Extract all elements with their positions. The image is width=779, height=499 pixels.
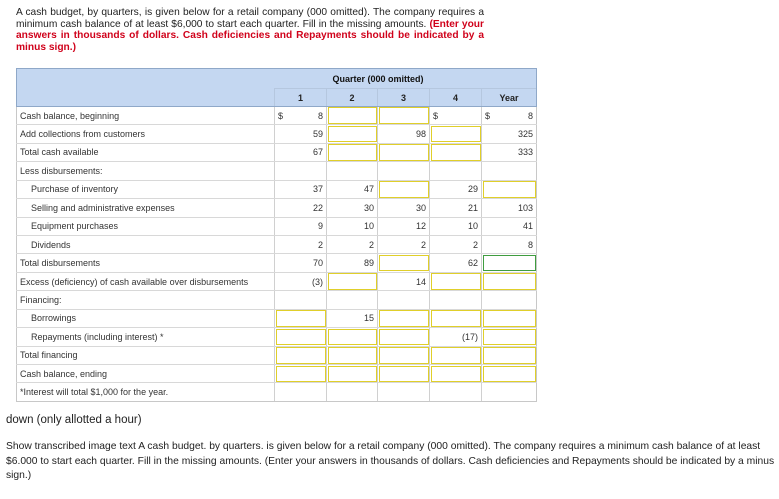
cell-value: 89: [363, 258, 374, 269]
cell-value: 22: [312, 202, 323, 213]
value-cell-q1: [275, 291, 327, 309]
input-cell-q3[interactable]: [378, 254, 430, 272]
row-label: Cash balance, beginning: [17, 106, 275, 124]
column-header-q3: 3: [378, 89, 430, 106]
cell-value: 325: [518, 129, 534, 140]
input-cell-q2[interactable]: [327, 346, 378, 364]
cell-value: 41: [523, 221, 534, 232]
input-cell-q2[interactable]: [327, 328, 378, 346]
value-cell-q1: [275, 217, 327, 235]
cell-value: 2: [473, 239, 479, 250]
value-cell-q2: [327, 199, 378, 217]
input-cell-year[interactable]: [482, 328, 537, 346]
column-header-q4: 4: [430, 89, 482, 106]
cell-value: 9: [317, 221, 323, 232]
input-cell-q2[interactable]: [327, 143, 378, 161]
footnote-empty-cell: [378, 383, 430, 402]
table-row: [17, 272, 537, 290]
input-cell-q1[interactable]: [275, 309, 327, 327]
input-cell-q2[interactable]: [327, 106, 378, 124]
row-label: Financing:: [17, 291, 275, 309]
value-cell-year: [482, 106, 537, 124]
table-row: [17, 328, 537, 346]
year-group-spacer: [482, 69, 537, 89]
row-label: Purchase of inventory: [17, 180, 275, 198]
cell-value: 98: [415, 129, 426, 140]
cell-value: 67: [312, 147, 323, 158]
footnote-empty-cell: [275, 383, 327, 402]
column-header-q2: 2: [327, 89, 378, 106]
value-cell-q1: [275, 106, 327, 124]
input-cell-q3[interactable]: [378, 309, 430, 327]
value-cell-q1: [275, 272, 327, 290]
table-row: [17, 217, 537, 235]
cell-value: 8: [528, 239, 534, 250]
intro-text: A cash budget, by quarters, is given below for a retail company (000 omitted). The company requires a minimum cash balance of at least $6,000 to start each quarter. Fill in the missing amounts.: [16, 7, 484, 30]
value-cell-q2: [327, 309, 378, 327]
value-cell-q3: [378, 125, 430, 143]
cell-value: 14: [415, 276, 426, 287]
table-row: [17, 143, 537, 161]
value-cell-q3: [378, 217, 430, 235]
quarter-group-header: Quarter (000 omitted): [275, 69, 482, 89]
row-label: Total disbursements: [17, 254, 275, 272]
table-row: [17, 180, 537, 198]
value-cell-q1: [275, 143, 327, 161]
row-label: Cash balance, ending: [17, 365, 275, 383]
input-cell-q3[interactable]: [378, 365, 430, 383]
cell-value: 2: [368, 239, 374, 250]
cell-value: 30: [363, 202, 374, 213]
table-row: [17, 254, 537, 272]
header-corner: [17, 69, 275, 89]
input-cell-year[interactable]: [482, 365, 537, 383]
cell-value: 70: [312, 258, 323, 269]
value-cell-q4: [430, 162, 482, 180]
value-cell-year: [482, 162, 537, 180]
input-cell-q4[interactable]: [430, 272, 482, 290]
input-cell-q1[interactable]: [275, 365, 327, 383]
value-cell-q2: [327, 235, 378, 253]
cell-value: 29: [468, 184, 479, 195]
problem-statement: [16, 7, 484, 53]
value-cell-q3: [378, 272, 430, 290]
input-cell-q3[interactable]: [378, 106, 430, 124]
value-cell-q4: [430, 217, 482, 235]
cell-value: 21: [468, 202, 479, 213]
value-cell-q1: [275, 162, 327, 180]
dollar-sign: $: [278, 110, 284, 121]
row-label: Total financing: [17, 346, 275, 364]
input-cell-q1[interactable]: [275, 328, 327, 346]
header-label-cell: [17, 89, 275, 106]
footnote: *Interest will total $1,000 for the year.: [17, 383, 275, 402]
row-label: Repayments (including interest) *: [17, 328, 275, 346]
value-cell-q1: [275, 199, 327, 217]
row-label: Equipment purchases: [17, 217, 275, 235]
value-cell-q3: [378, 235, 430, 253]
value-cell-q2: [327, 291, 378, 309]
cell-value: 10: [363, 221, 374, 232]
input-cell-q3[interactable]: [378, 143, 430, 161]
table-row: [17, 291, 537, 309]
value-cell-year: [482, 217, 537, 235]
footnote-row: [17, 383, 537, 402]
column-header-year: Year: [482, 89, 537, 106]
dollar-sign: $: [485, 110, 491, 121]
value-cell-q3: [378, 162, 430, 180]
table-row: [17, 309, 537, 327]
table-row: [17, 162, 537, 180]
input-cell-q2[interactable]: [327, 125, 378, 143]
input-cell-year[interactable]: [482, 346, 537, 364]
value-cell-q1: [275, 125, 327, 143]
table-row: [17, 125, 537, 143]
value-cell-q4: [430, 254, 482, 272]
cash-budget-table: [16, 68, 537, 402]
value-cell-q3: [378, 199, 430, 217]
input-cell-q4[interactable]: [430, 346, 482, 364]
row-label: Dividends: [17, 235, 275, 253]
input-cell-q3[interactable]: [378, 328, 430, 346]
cell-value: 12: [415, 221, 426, 232]
value-cell-q3: [378, 291, 430, 309]
table-row: [17, 346, 537, 364]
value-cell-year: [482, 291, 537, 309]
value-cell-q2: [327, 254, 378, 272]
table-row: [17, 235, 537, 253]
cell-value: 2: [317, 239, 323, 250]
cell-value: 10: [468, 221, 479, 232]
value-cell-q4: [430, 328, 482, 346]
cell-value: 103: [518, 202, 534, 213]
value-cell-q1: [275, 235, 327, 253]
input-cell-q4[interactable]: [430, 143, 482, 161]
cell-value: 30: [415, 202, 426, 213]
table-row: [17, 365, 537, 383]
input-cell-year[interactable]: [482, 309, 537, 327]
value-cell-q2: [327, 217, 378, 235]
row-label: Borrowings: [17, 309, 275, 327]
value-cell-q4: [430, 291, 482, 309]
cell-value: 2: [420, 239, 426, 250]
cell-value: 62: [468, 258, 479, 269]
footnote-empty-cell: [482, 383, 537, 402]
cell-value: 47: [363, 184, 374, 195]
cell-value: (3): [312, 276, 323, 287]
input-cell-q3[interactable]: [378, 180, 430, 198]
input-cell-q2[interactable]: [327, 272, 378, 290]
cell-value: 59: [312, 129, 323, 140]
table-row: [17, 199, 537, 217]
input-cell-q4[interactable]: [430, 309, 482, 327]
value-cell-q4: [430, 106, 482, 124]
row-label: Less disbursements:: [17, 162, 275, 180]
input-cell-year[interactable]: [482, 254, 537, 272]
cell-value: 333: [518, 147, 534, 158]
input-cell-q2[interactable]: [327, 365, 378, 383]
cell-value: 37: [312, 184, 323, 195]
input-cell-q4[interactable]: [430, 125, 482, 143]
input-cell-year[interactable]: [482, 180, 537, 198]
transcribed-text: Show transcribed image text A cash budget. by quarters. is given below for a retail company (000 omitted). The company requires a minimum cash balance of at least $6.000 to start each quarter. Fill in the missing amounts. (Enter your answers in thousands of dollars. Cash deficiencies and Repayments should be indicated by a minus sign.): [6, 441, 775, 481]
column-header-q1: 1: [275, 89, 327, 106]
cell-value: 8: [317, 110, 323, 121]
input-cell-q3[interactable]: [378, 346, 430, 364]
header-row-group: [17, 69, 537, 89]
value-cell-q4: [430, 199, 482, 217]
value-cell-year: [482, 143, 537, 161]
value-cell-year: [482, 235, 537, 253]
footnote-empty-cell: [430, 383, 482, 402]
timer-note: down (only allotted a hour): [6, 414, 142, 426]
input-cell-q4[interactable]: [430, 365, 482, 383]
footnote-empty-cell: [327, 383, 378, 402]
dollar-sign: $: [433, 110, 439, 121]
value-cell-q4: [430, 235, 482, 253]
header-row-columns: [17, 89, 537, 106]
row-label: Selling and administrative expenses: [17, 199, 275, 217]
table-row: [17, 106, 537, 124]
value-cell-q2: [327, 162, 378, 180]
intro-emphasis: (Enter your answers in thousands of dollars. Cash deficiencies and Repayments should be indicated by a minus sign.): [16, 18, 484, 53]
value-cell-q1: [275, 180, 327, 198]
row-label: Add collections from customers: [17, 125, 275, 143]
input-cell-year[interactable]: [482, 272, 537, 290]
cell-value: (17): [462, 331, 479, 342]
cell-value: 15: [363, 313, 374, 324]
value-cell-q1: [275, 254, 327, 272]
input-cell-q1[interactable]: [275, 346, 327, 364]
value-cell-year: [482, 125, 537, 143]
value-cell-year: [482, 199, 537, 217]
row-label: Total cash available: [17, 143, 275, 161]
row-label: Excess (deficiency) of cash available over disbursements: [17, 272, 275, 290]
cell-value: 8: [528, 110, 534, 121]
value-cell-q4: [430, 180, 482, 198]
value-cell-q2: [327, 180, 378, 198]
